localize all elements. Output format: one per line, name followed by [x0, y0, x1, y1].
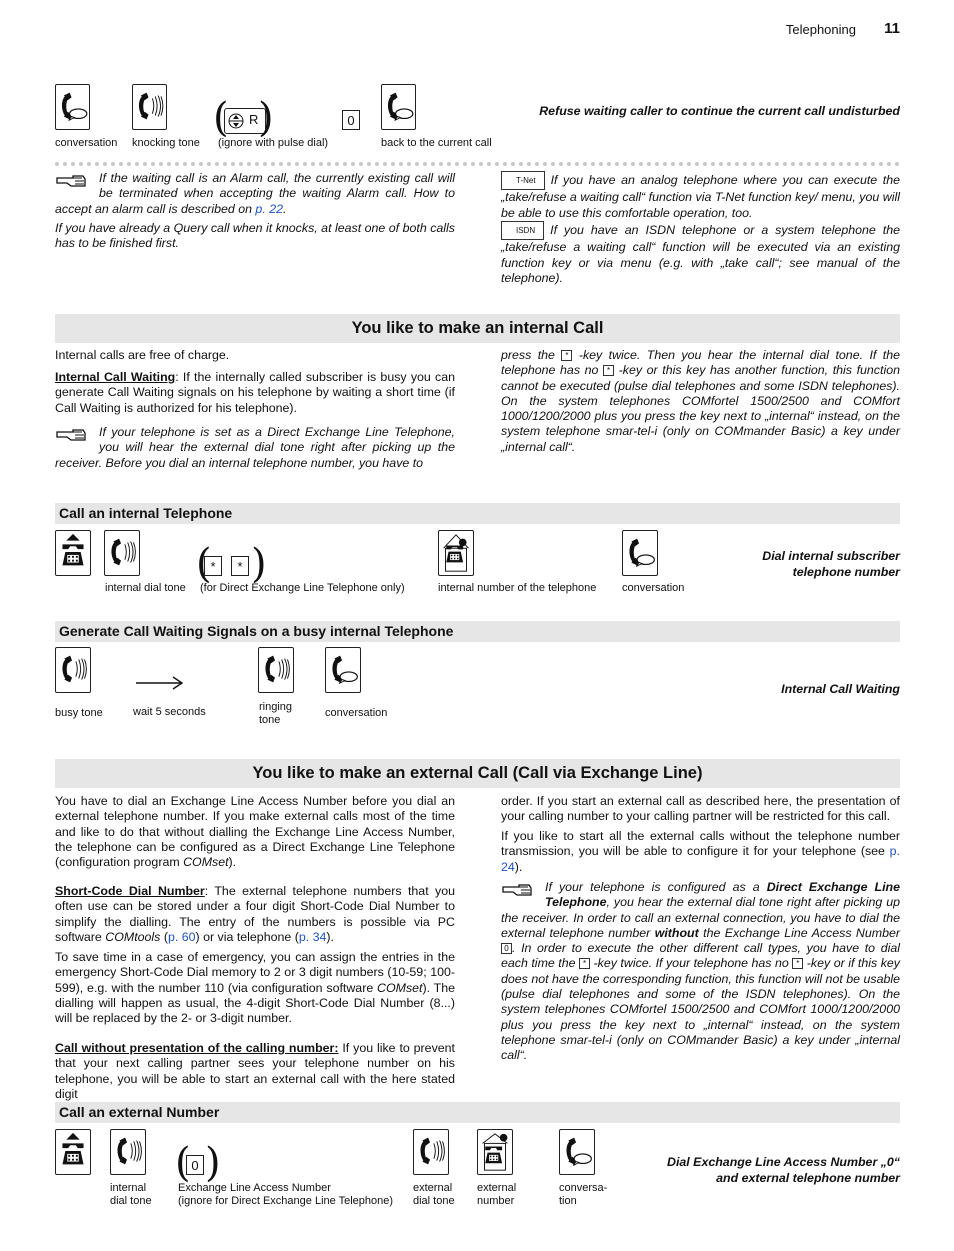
external-intro: [55, 794, 455, 870]
caption-dial-tone: dial tone: [413, 1195, 455, 1207]
internal-dial-tone-icon: [110, 1129, 146, 1175]
caption-busy-tone: busy tone: [55, 707, 103, 719]
external-dial-tone-icon: [413, 1129, 449, 1175]
arrow-right-icon: [135, 675, 185, 691]
lift-handset-icon: [55, 1129, 91, 1175]
dial-external-note-line1: Dial Exchange Line Access Number „0“: [667, 1155, 900, 1169]
cw-label: Internal Call Waiting: [55, 370, 176, 384]
tnet-note-text: If you have an analog telephone where you can execute the „take/refuse a waiting call“ function via T-Net function key/ menu, you will be able to use this comfortable operation, too.: [501, 173, 900, 220]
zero-key-icon: 0: [501, 943, 512, 954]
call-internal-title: Call an internal Telephone: [59, 505, 233, 521]
alarm-note-text: If the waiting call is an Alarm call, the currently existing call will be terminated when accepting the waiting Alarm call. How to accept an alarm call is described on: [55, 171, 455, 216]
caption-conversation-1: conversa-: [559, 1182, 608, 1194]
busy-tone-icon: [55, 647, 91, 693]
emergency-paragraph: [55, 950, 455, 1026]
bracket-close: ): [251, 541, 267, 587]
external-number-icon: [477, 1129, 513, 1175]
external-intro-a: You have to dial an Exchange Line Access Number before you dial an external telephone number. If you make external calls most of the time and like to do that without dialling the Exchange Line Access Number, the telephone can be configured as a Direct Exchange Line Telephone (configuration program: [55, 794, 455, 870]
section-heading-external: [55, 759, 900, 788]
pointing-hand-icon: [55, 173, 93, 189]
r3-without: without: [654, 925, 699, 940]
caption-access-number: Exchange Line Access Number: [178, 1182, 331, 1194]
emerg-text-a: To save time in a case of emergency, you can assign the entries in the emergency Short-Code Dial memory to 2 or 3 digit numbers (10-59; 100-599), e.g. with the number 110 (via configuration software: [55, 950, 455, 995]
r3-text-a: If your telephone is configured as a: [545, 880, 767, 894]
conversation-icon: [559, 1129, 595, 1175]
r2-text-a: If you like to start all the external calls without the telephone number transmission, you will be able to configure it for your telephone (see: [501, 829, 900, 859]
scd-text-b: (: [160, 929, 168, 944]
caption-knocking-tone: knocking tone: [132, 137, 200, 149]
caption-direct-exchange-only: (for Direct Exchange Line Telephone only): [200, 582, 405, 594]
right-text-b: -key twice. Then you hear the internal dial tone. If the telephone has no: [501, 348, 900, 378]
star-key-icon: *: [231, 556, 249, 576]
dial-internal-note-line2: telephone number: [792, 565, 900, 579]
r3-text-e: -key twice. If your telephone has no: [590, 956, 793, 971]
dial-external-note: [620, 1154, 900, 1186]
short-code-paragraph: [55, 884, 455, 945]
caption-internal-dial-tone: internal dial tone: [105, 582, 186, 594]
emerg-text-b: ). The dialling will happen as usual, the 4-digit Short-Code Dial Number (8...) will be replaced by the 2- or 3-digit number.: [55, 980, 455, 1026]
isdn-note-text: If you have an ISDN telephone or a system telephone the „take/refuse a waiting call“ function will be executed via an existing function key or via menu (e.g. with „take call“; see manual of the telephone).: [501, 223, 900, 285]
internal-cw-note: Internal Call Waiting: [781, 682, 900, 696]
dial-internal-note: [660, 548, 900, 580]
lift-handset-icon: [55, 530, 91, 576]
nopres-text: If you like to prevent that your next calling partner sees your telephone number on his telephone, you will be able to start an external call with the here stated digit: [55, 1041, 455, 1101]
star-key-icon: *: [561, 350, 572, 361]
call-external-title: Call an external Number: [59, 1104, 220, 1120]
caption-ringing: ringing: [259, 701, 293, 713]
star-key-icon: *: [603, 365, 614, 376]
page-link[interactable]: p. 34: [298, 929, 327, 944]
conversation-icon: [381, 84, 416, 130]
external-right-note: [501, 880, 900, 1064]
dial-internal-note-line1: Dial internal subscriber: [762, 549, 900, 563]
caption-tone: tone: [259, 714, 281, 726]
right-text-a: press the: [501, 348, 562, 362]
conversation-icon: [55, 84, 90, 130]
pointing-hand-icon: [501, 882, 539, 898]
right-text-c: -key or this key has another function, this function cannot be executed (pulse dial telephones and some ISDN telephones). On the system telephones COMfortel 1500/2500 and COMfort 1000/1200/2000 plus you press the key next to „internal“ instead, on the system telephone smar-tel-i (only on COMmander Basic) a key under „internal call“.: [501, 363, 900, 454]
caption-back-to-call: back to the current call: [381, 137, 492, 149]
scd-text-a: : The external telephone numbers that you often use can be stored under a four digit Short-Code Dial Number to simplify the dialling. The entry of the numbers is possible via PC software: [55, 884, 455, 944]
r3-text-c: the Exchange Line Access Number: [698, 925, 900, 940]
page-link[interactable]: p. 60: [167, 929, 196, 944]
conversation-icon: [622, 530, 658, 576]
running-header-section: Telephoning: [785, 22, 856, 37]
tnet-key-icon: T-Net: [501, 171, 545, 190]
caption-conversation-2: tion: [559, 1195, 577, 1207]
bracket-open: (: [213, 95, 229, 141]
caption-conversation: conversation: [325, 707, 388, 719]
caption-external: external: [413, 1182, 453, 1194]
r-key-label: R: [249, 112, 259, 127]
bracket-open: (: [175, 1140, 191, 1186]
alarm-note-end: .: [282, 201, 287, 216]
section-heading-internal: [55, 314, 900, 343]
pointing-hand-icon: [55, 427, 93, 443]
query-note: If you have already a Query call when it knocks, at least one of both calls has to be finished first.: [55, 221, 455, 251]
r3-text-d: . In order to execute the other different call types, you have to dial each time the: [501, 941, 900, 971]
alarm-note: [55, 171, 455, 217]
refuse-note: Refuse waiting caller to continue the current call undisturbed: [539, 104, 900, 118]
caption-external: external: [477, 1182, 517, 1194]
subheading-call-internal: [55, 503, 900, 524]
nopres-label: Call without presentation of the calling number:: [55, 1041, 339, 1055]
page-number: 11: [884, 20, 900, 37]
external-right-1: order. If you start an external call as described here, the presentation of your calling number to your calling partner will be restricted for this call.: [501, 794, 900, 824]
program-name: COMset: [377, 980, 423, 995]
external-title: You like to make an external Call (Call via Exchange Line): [252, 764, 703, 782]
star-key-icon: *: [579, 958, 590, 969]
scd-text-c: ) or via telephone (: [195, 929, 299, 944]
program-name: COMtools: [105, 929, 161, 944]
internal-right-column: [501, 348, 900, 455]
scd-text-d: ).: [326, 929, 334, 944]
cw-text: : If the internally called subscriber is busy you can generate Call Waiting signals on his telephone by waiting a short time (if Call Waiting is authorized for his telephone).: [55, 370, 456, 415]
caption-dial-tone: dial tone: [110, 1195, 152, 1207]
scd-label: Short-Code Dial Number: [55, 884, 205, 898]
r3-text-b: , you hear the external dial tone right after picking up the receiver. In order to call an external connection, you have to dial the external telephone number: [501, 895, 900, 940]
isdn-note: [501, 221, 900, 286]
program-name: COMset: [183, 855, 229, 870]
tnet-note: [501, 171, 900, 221]
dial-external-note-line2: and external telephone number: [716, 1171, 900, 1185]
subheading-call-external: [55, 1102, 900, 1123]
r3-text-f: -key or if this key does not have the corresponding function, this function will not be usable (pulse dial telephones and some of the ISDN telephones). On the system telephones COMfortel 1500/2500 and COMfort 1000/1200/2000 plus you press the key next to „internal“ instead, on the system telephone smar-tel-i (only on COMmander Basic) a key under „internal call“.: [501, 956, 900, 1063]
star-key-icon: *: [204, 556, 222, 576]
zero-key-icon: 0: [342, 110, 360, 130]
internal-dial-tone-icon: [104, 530, 140, 576]
subheading-generate-cw: [55, 621, 900, 642]
gen-cw-title: Generate Call Waiting Signals on a busy internal Telephone: [59, 623, 454, 639]
external-intro-b: ).: [228, 855, 237, 870]
bracket-open: (: [196, 541, 212, 587]
dotted-divider: [55, 162, 900, 166]
ringing-tone-icon: [258, 647, 294, 693]
caption-pulse-dial: (ignore with pulse dial): [218, 137, 329, 149]
bracket-close: ): [258, 95, 274, 141]
caption-internal-number: internal number of the telephone: [438, 582, 597, 594]
alarm-link[interactable]: p. 22: [255, 201, 283, 216]
caption-conversation: conversation: [55, 137, 118, 149]
caption-conversation: conversation: [622, 582, 685, 594]
caption-access-ignore: (ignore for Direct Exchange Line Telephone): [178, 1195, 394, 1207]
no-presentation-paragraph: [55, 1041, 455, 1102]
star-key-icon: *: [792, 958, 803, 969]
caption-wait-5-seconds: wait 5 seconds: [133, 706, 206, 718]
page-link[interactable]: p. 24: [501, 844, 900, 874]
direct-exchange-note: [55, 425, 455, 471]
bracket-close: ): [205, 1140, 221, 1186]
direct-note-text: If your telephone is set as a Direct Exchange Line Telephone, you will hear the external dial tone right after picking up the receiver. Before you dial an internal telephone number, you have to: [55, 425, 455, 470]
internal-title: You like to make an internal Call: [351, 319, 604, 337]
zero-key-icon: 0: [186, 1155, 204, 1175]
internal-cw-paragraph: [55, 370, 455, 416]
internal-free: Internal calls are free of charge.: [55, 348, 230, 362]
external-right-2: [501, 829, 900, 875]
caption-number: number: [477, 1195, 515, 1207]
isdn-key-icon: ISDN: [501, 221, 544, 240]
r3-bold: Direct Exchange Line Telephone: [545, 880, 901, 910]
caption-internal: internal: [110, 1182, 147, 1194]
knocking-tone-icon: [132, 84, 167, 130]
conversation-icon: [325, 647, 361, 693]
r2-text-b: ).: [514, 859, 523, 874]
internal-number-icon: [438, 530, 474, 576]
